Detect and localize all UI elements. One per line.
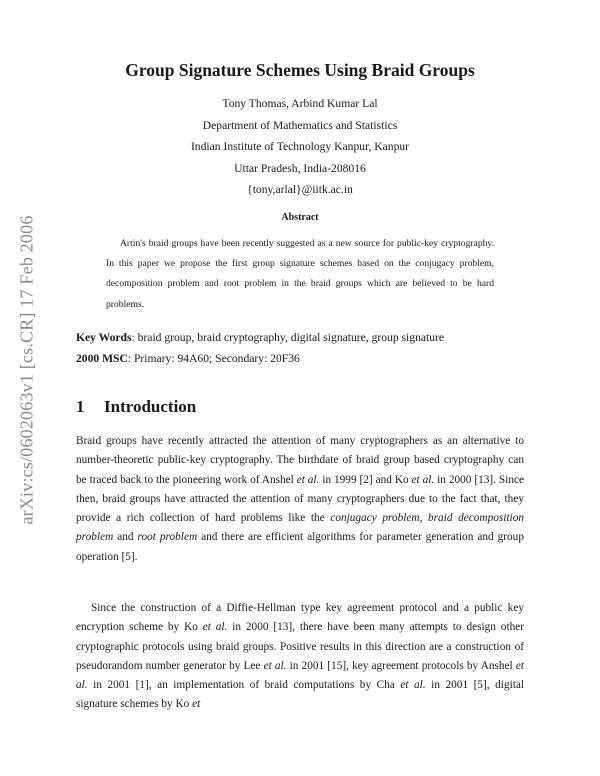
institute: Indian Institute of Technology Kanpur, Kanpur [190,140,410,153]
intro-paragraph-1: Braid groups have recently attracted the attention of many cryptographers as an alternative to number-theoretic public-key cryptography. The birthdate of braid group based cryptography can be traced back to the pioneering work of Anshel et al. in 1999 [2] and Ko et al. in 2000 [13]. Since then, braid groups have attracted the attention of many cryptographers due to the fact that, they provide a rich collection of hard problems like the conjugacy problem, braid decomposition problem and root problem and there are efficient algorithms for parameter generation and group operation [5]. [76,435,525,563]
department: Department of Mathematics and Statistics [202,118,398,132]
section-title: Introduction [104,397,197,416]
section-heading [76,397,196,417]
section-number: 1 [76,397,85,416]
paper-title: Group Signature Schemes Using Braid Groups [125,60,475,80]
keywords-line [76,331,526,344]
intro-paragraph-2: Since the construction of a Diffie-Hellman type key agreement protocol and a public key encryption scheme by Ko et al. in 2000 [13], there have been many attempts to design other cryptographic protocols using braid groups. Positive results in this direction are a construction of pseudorandom number generator by Lee et al. in 2001 [15], key agreement protocols by Anshel et al. in 2001 [1], an implementation of braid computations by Cha et al. in 2001 [5], digital signature schemes by Ko et [76,602,525,711]
location: Uttar Pradesh, India-208016 [234,161,366,175]
msc-value: : Primary: 94A60; Secondary: 20F36 [127,352,300,365]
msc-line [76,352,526,365]
authors: Tony Thomas, Arbind Kumar Lal [222,97,378,110]
abstract-heading: Abstract [281,212,319,223]
email: {tony,arlal}@iitk.ac.in [247,183,353,196]
msc-label: 2000 MSC [76,352,128,365]
abstract-body: Artin's braid groups have been recently suggested as a new source for public-key cryptography. In this paper we propose the first group signature schemes based on the conjugacy problem, decomposition problem and root problem in the braid groups which are believed to be hard problems. [106,238,494,310]
keywords-label: Key Words [76,331,132,344]
author-block [0,93,600,201]
arxiv-identifier: arXiv:cs/0602063v1 [cs.CR] 17 Feb 2006 [16,215,37,525]
keywords-value: : braid group, braid cryptography, digital signature, group signature [131,331,445,344]
arxiv-sidebar [12,190,42,550]
